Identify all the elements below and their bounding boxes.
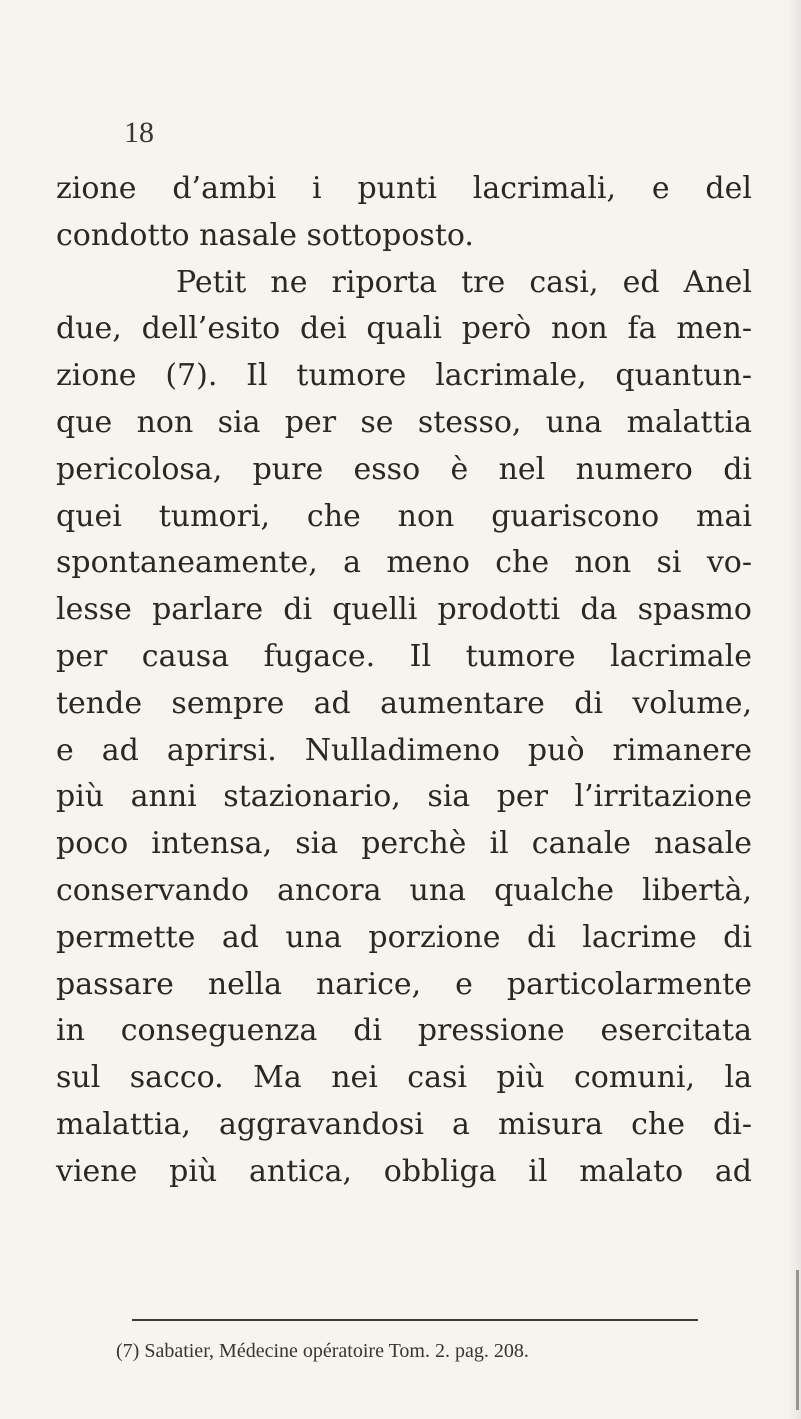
text-line: malattia, aggravandosi a misura che di- (56, 1106, 752, 1142)
body-text (56, 166, 752, 1196)
footnote: (7) Sabatier, Médecine opératoire Tom. 2. pag. 208. (116, 1340, 529, 1362)
text-line: e ad aprirsi. Nulladimeno può rimanere (56, 732, 752, 768)
text-line: que non sia per se stesso, una malattia (56, 404, 752, 440)
text-line: per causa fugace. Il tumore lacrimale (56, 638, 752, 674)
text-line: viene più antica, obbliga il malato ad (56, 1153, 752, 1189)
text-line: conservando ancora una qualche libertà, (56, 872, 752, 908)
page-number: 18 (124, 116, 154, 149)
text-line: spontaneamente, a meno che non si vo- (56, 545, 752, 581)
footnote-divider (132, 1319, 698, 1321)
text-line: più anni stazionario, sia per l’irritazione (56, 779, 752, 815)
page-edge-shadow (787, 0, 801, 1419)
text-line: sul sacco. Ma nei casi più comuni, la (56, 1060, 752, 1096)
text-line: lesse parlare di quelli prodotti da spasmo (56, 592, 752, 628)
text-line: zione d’ambi i punti lacrimali, e del (56, 171, 752, 206)
text-line: poco intensa, sia perchè il canale nasale (56, 826, 752, 862)
text-line: zione (7). Il tumore lacrimale, quantun- (56, 358, 752, 394)
text-line: quei tumori, che non guariscono mai (56, 498, 752, 534)
page-edge-mark (796, 1270, 799, 1410)
text-line: due, dell’esito dei quali però non fa men- (56, 311, 752, 347)
text-line: passare nella narice, e particolarmente (56, 966, 752, 1002)
text-line: condotto nasale sottoposto. (56, 217, 474, 253)
text-line: Petit ne riporta tre casi, ed Anel (176, 264, 752, 300)
text-line: pericolosa, pure esso è nel numero di (56, 451, 752, 487)
text-line: permette ad una porzione di lacrime di (56, 919, 752, 955)
text-line: tende sempre ad aumentare di volume, (56, 685, 752, 721)
text-line: in conseguenza di pressione esercitata (56, 1013, 752, 1049)
